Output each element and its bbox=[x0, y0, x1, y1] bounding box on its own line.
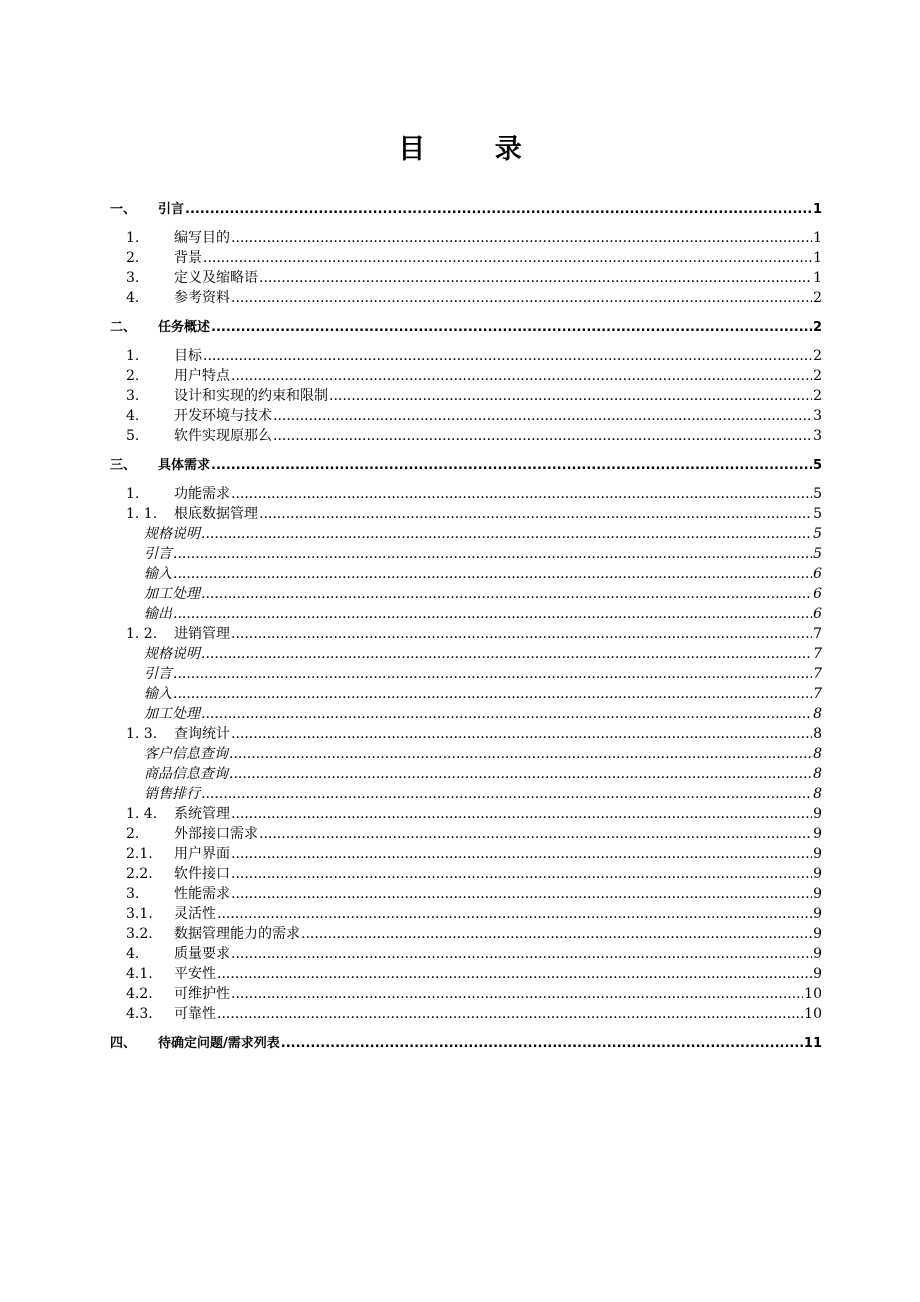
toc-dot-leader bbox=[201, 525, 812, 543]
toc-entry-number: 四、 bbox=[110, 1036, 137, 1051]
toc-entry-title: 定义及缩略语 bbox=[174, 270, 258, 286]
toc-entry-page-number: 10 bbox=[804, 1006, 822, 1022]
toc-entry[interactable] bbox=[110, 763, 822, 783]
toc-entry-title: 客户信息查询 bbox=[144, 746, 228, 762]
toc-entry-number: 4. bbox=[126, 290, 140, 306]
toc-entry[interactable] bbox=[110, 963, 822, 983]
toc-entry[interactable] bbox=[110, 883, 822, 903]
toc-entry-page-number: 1 bbox=[812, 202, 822, 217]
toc-entry-number: 3. bbox=[126, 886, 140, 902]
toc-entry-number: 1. bbox=[126, 348, 140, 364]
toc-dot-leader bbox=[231, 865, 812, 883]
toc-entry[interactable] bbox=[110, 603, 822, 623]
toc-dot-leader bbox=[173, 565, 812, 583]
toc-entry-title: 引言 bbox=[144, 666, 172, 682]
toc-dot-leader bbox=[231, 485, 812, 503]
toc-entry-page-number: 2 bbox=[813, 368, 822, 384]
toc-entry-number: 4. bbox=[126, 946, 140, 962]
toc-entry-page-number: 6 bbox=[813, 566, 822, 582]
toc-entry-page-number: 6 bbox=[813, 606, 822, 622]
toc-entry-page-number: 9 bbox=[813, 866, 822, 882]
toc-entry-number: 4.3. bbox=[126, 1006, 153, 1022]
toc-entry[interactable] bbox=[110, 247, 822, 267]
toc-entry-page-number: 9 bbox=[813, 966, 822, 982]
toc-entry-title: 输入 bbox=[144, 566, 172, 582]
toc-entry-number: 2.2. bbox=[126, 866, 153, 882]
toc-entry-title: 进销管理 bbox=[174, 626, 230, 642]
toc-entry[interactable] bbox=[110, 317, 822, 337]
toc-entry[interactable] bbox=[110, 503, 822, 523]
toc-entry-title: 输出 bbox=[144, 606, 172, 622]
toc-entry-title: 性能需求 bbox=[174, 886, 230, 902]
toc-entry-number: 一、 bbox=[110, 202, 137, 217]
toc-entry-page-number: 7 bbox=[813, 626, 822, 642]
toc-entry[interactable] bbox=[110, 683, 822, 703]
toc-entry[interactable] bbox=[110, 227, 822, 247]
toc-entry-page-number: 8 bbox=[813, 706, 822, 722]
toc-entry-title: 具体需求 bbox=[158, 458, 211, 473]
toc-entry-page-number: 9 bbox=[813, 806, 822, 822]
toc-entry-page-number: 1 bbox=[813, 250, 822, 266]
toc-entry-title: 外部接口需求 bbox=[174, 826, 258, 842]
toc-entry-page-number: 6 bbox=[813, 586, 822, 602]
toc-entry[interactable] bbox=[110, 823, 822, 843]
toc-dot-leader bbox=[231, 985, 803, 1003]
toc-entry-title: 加工处理 bbox=[144, 706, 200, 722]
toc-entry-title: 平安性 bbox=[174, 966, 216, 982]
toc-entry-page-number: 2 bbox=[813, 348, 822, 364]
toc-entry-number: 4.2. bbox=[126, 986, 153, 1002]
toc-entry-title: 可靠性 bbox=[174, 1006, 216, 1022]
toc-dot-leader bbox=[259, 505, 812, 523]
toc-entry-title: 软件接口 bbox=[174, 866, 230, 882]
toc-dot-leader bbox=[229, 765, 812, 783]
toc-entry-page-number: 2 bbox=[813, 290, 822, 306]
toc-entry-title: 查询统计 bbox=[174, 726, 230, 742]
toc-entry-page-number: 11 bbox=[803, 1036, 822, 1051]
toc-dot-leader bbox=[231, 805, 812, 823]
toc-entry[interactable] bbox=[110, 623, 822, 643]
toc-entry-title: 可维护性 bbox=[174, 986, 230, 1002]
toc-entry-title: 背景 bbox=[174, 250, 202, 266]
toc-dot-leader bbox=[217, 965, 812, 983]
toc-entry-number: 2. bbox=[126, 250, 140, 266]
toc-dot-leader bbox=[201, 705, 812, 723]
toc-entry-number: 1. bbox=[126, 486, 140, 502]
toc-dot-leader bbox=[231, 367, 812, 385]
toc-entry[interactable] bbox=[110, 483, 822, 503]
toc-entry-number: 2.1. bbox=[126, 846, 153, 862]
toc-entry-title: 参考资料 bbox=[174, 290, 230, 306]
toc-entry[interactable] bbox=[110, 723, 822, 743]
toc-entry-page-number: 8 bbox=[813, 746, 822, 762]
toc-entry-number: 4.1. bbox=[126, 966, 153, 982]
toc-entry-page-number: 8 bbox=[813, 766, 822, 782]
toc-entry[interactable] bbox=[110, 803, 822, 823]
toc-dot-leader bbox=[185, 201, 812, 219]
toc-entry-number: 三、 bbox=[110, 458, 137, 473]
toc-entry-title: 编写目的 bbox=[174, 230, 230, 246]
toc-entry[interactable] bbox=[110, 345, 822, 365]
toc-dot-leader bbox=[281, 1035, 803, 1053]
toc-dot-leader bbox=[203, 249, 812, 267]
toc-dot-leader bbox=[301, 925, 812, 943]
toc-entry-number: 1. bbox=[126, 230, 140, 246]
toc-entry[interactable] bbox=[110, 903, 822, 923]
toc-entry-page-number: 9 bbox=[813, 826, 822, 842]
toc-dot-leader bbox=[201, 645, 812, 663]
page-title: 目 录 bbox=[398, 134, 552, 165]
toc-entry-title: 目标 bbox=[174, 348, 202, 364]
toc-dot-leader bbox=[329, 387, 812, 405]
toc-entry-title: 商品信息查询 bbox=[144, 766, 228, 782]
toc-entry-number: 1. 1. bbox=[126, 506, 158, 522]
toc-entry[interactable] bbox=[110, 663, 822, 683]
toc-entry-page-number: 2 bbox=[813, 388, 822, 404]
toc-dot-leader bbox=[229, 745, 812, 763]
toc-entry-title: 输入 bbox=[144, 686, 172, 702]
toc-entry[interactable] bbox=[110, 943, 822, 963]
toc-entry[interactable] bbox=[110, 199, 822, 219]
toc-dot-leader bbox=[173, 685, 812, 703]
toc-entry-number: 1. 3. bbox=[126, 726, 158, 742]
toc-dot-leader bbox=[211, 457, 812, 475]
toc-entry-number: 3. bbox=[126, 270, 140, 286]
toc-entry-title: 待确定问题/需求列表 bbox=[158, 1036, 280, 1051]
toc-entry-title: 规格说明 bbox=[144, 526, 200, 542]
toc-entry-number: 5. bbox=[126, 428, 140, 444]
toc-entry[interactable] bbox=[110, 385, 822, 405]
toc-entry-title: 设计和实现的约束和限制 bbox=[174, 388, 328, 404]
toc-entry-page-number: 9 bbox=[813, 926, 822, 942]
toc-entry-title: 用户界面 bbox=[174, 846, 230, 862]
toc-dot-leader bbox=[231, 625, 812, 643]
toc-dot-leader bbox=[273, 427, 812, 445]
toc-dot-leader bbox=[211, 319, 812, 337]
toc-entry-page-number: 5 bbox=[813, 526, 822, 542]
toc-entry-title: 开发环境与技术 bbox=[174, 408, 272, 424]
toc-entry-number: 3. bbox=[126, 388, 140, 404]
toc-entry-page-number: 8 bbox=[813, 726, 822, 742]
toc-dot-leader bbox=[201, 585, 812, 603]
toc-entry-page-number: 1 bbox=[813, 270, 822, 286]
toc-entry-title: 系统管理 bbox=[174, 806, 230, 822]
toc-entry-page-number: 9 bbox=[813, 946, 822, 962]
toc-entry-page-number: 9 bbox=[813, 886, 822, 902]
toc-entry[interactable] bbox=[110, 643, 822, 663]
toc-dot-leader bbox=[231, 845, 812, 863]
toc-dot-leader bbox=[217, 1005, 803, 1023]
toc-entry-page-number: 7 bbox=[813, 646, 822, 662]
toc-entry-page-number: 5 bbox=[813, 506, 822, 522]
toc-dot-leader bbox=[201, 785, 812, 803]
toc-dot-leader bbox=[259, 269, 812, 287]
toc-entry-number: 3.1. bbox=[126, 906, 153, 922]
toc-entry[interactable] bbox=[110, 783, 822, 803]
toc-entry[interactable] bbox=[110, 1003, 822, 1023]
toc-entry-number: 二、 bbox=[110, 320, 137, 335]
toc-entry[interactable] bbox=[110, 455, 822, 475]
toc-entry[interactable] bbox=[110, 863, 822, 883]
toc-entry-page-number: 10 bbox=[804, 986, 822, 1002]
toc-entry-page-number: 5 bbox=[812, 458, 822, 473]
toc-entry-title: 加工处理 bbox=[144, 586, 200, 602]
toc-entry[interactable] bbox=[110, 287, 822, 307]
toc-entry[interactable] bbox=[110, 523, 822, 543]
toc-entry[interactable] bbox=[110, 583, 822, 603]
toc-entry-page-number: 7 bbox=[813, 686, 822, 702]
toc-entry[interactable] bbox=[110, 563, 822, 583]
toc-dot-leader bbox=[231, 945, 812, 963]
toc-entry-number: 1. 2. bbox=[126, 626, 158, 642]
table-of-contents bbox=[110, 199, 822, 1053]
toc-entry-title: 根底数据管理 bbox=[174, 506, 258, 522]
toc-entry-title: 规格说明 bbox=[144, 646, 200, 662]
toc-entry-title: 软件实现原那么 bbox=[174, 428, 272, 444]
toc-entry-title: 数据管理能力的需求 bbox=[174, 926, 300, 942]
toc-entry[interactable] bbox=[110, 1033, 822, 1053]
toc-entry[interactable] bbox=[110, 923, 822, 943]
toc-entry-number: 3.2. bbox=[126, 926, 153, 942]
toc-entry-page-number: 9 bbox=[813, 846, 822, 862]
toc-entry[interactable] bbox=[110, 267, 822, 287]
toc-entry-title: 销售排行 bbox=[144, 786, 200, 802]
toc-entry-page-number: 5 bbox=[813, 546, 822, 562]
toc-entry-page-number: 5 bbox=[813, 486, 822, 502]
toc-entry-page-number: 3 bbox=[813, 408, 822, 424]
toc-dot-leader bbox=[231, 229, 812, 247]
toc-entry[interactable] bbox=[110, 543, 822, 563]
toc-dot-leader bbox=[231, 725, 812, 743]
toc-entry[interactable] bbox=[110, 425, 822, 445]
toc-dot-leader bbox=[231, 289, 812, 307]
toc-entry-title: 引言 bbox=[144, 546, 172, 562]
toc-entry-number: 2. bbox=[126, 826, 140, 842]
toc-dot-leader bbox=[273, 407, 812, 425]
toc-entry[interactable] bbox=[110, 365, 822, 385]
toc-entry[interactable] bbox=[110, 843, 822, 863]
toc-entry-title: 引言 bbox=[158, 202, 185, 217]
toc-entry-title: 质量要求 bbox=[174, 946, 230, 962]
toc-entry-title: 功能需求 bbox=[174, 486, 230, 502]
toc-entry-page-number: 3 bbox=[813, 428, 822, 444]
toc-entry-title: 用户特点 bbox=[174, 368, 230, 384]
toc-entry[interactable] bbox=[110, 983, 822, 1003]
toc-entry-page-number: 8 bbox=[813, 786, 822, 802]
toc-entry-title: 灵活性 bbox=[174, 906, 216, 922]
toc-dot-leader bbox=[173, 605, 812, 623]
toc-entry-page-number: 9 bbox=[813, 906, 822, 922]
toc-entry-page-number: 7 bbox=[813, 666, 822, 682]
toc-entry-title: 任务概述 bbox=[158, 320, 211, 335]
toc-dot-leader bbox=[217, 905, 812, 923]
toc-entry[interactable] bbox=[110, 703, 822, 723]
toc-dot-leader bbox=[231, 885, 812, 903]
toc-entry-page-number: 1 bbox=[813, 230, 822, 246]
toc-dot-leader bbox=[203, 347, 812, 365]
toc-entry-number: 1. 4. bbox=[126, 806, 158, 822]
toc-entry[interactable] bbox=[110, 743, 822, 763]
toc-entry-number: 2. bbox=[126, 368, 140, 384]
toc-dot-leader bbox=[173, 545, 812, 563]
toc-dot-leader bbox=[173, 665, 812, 683]
toc-entry-page-number: 2 bbox=[812, 320, 822, 335]
toc-entry[interactable] bbox=[110, 405, 822, 425]
toc-entry-number: 4. bbox=[126, 408, 140, 424]
toc-dot-leader bbox=[259, 825, 812, 843]
